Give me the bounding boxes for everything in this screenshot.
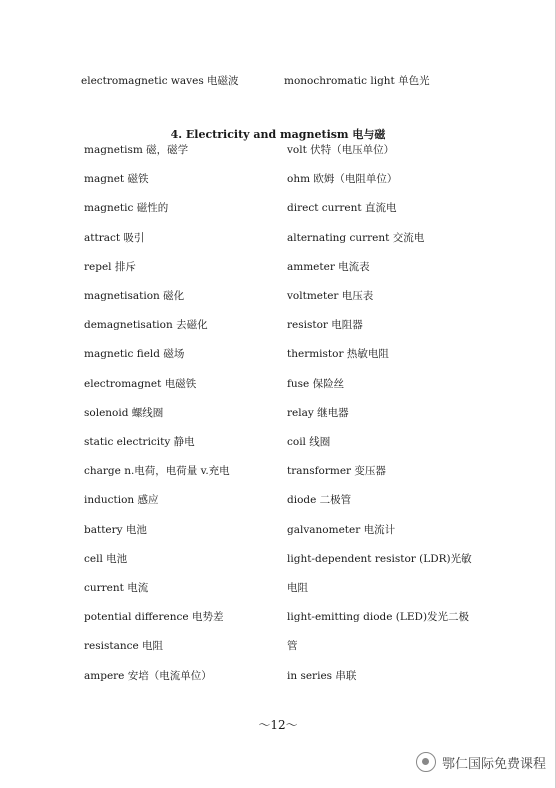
left-term: magnetism 磁，磁学 xyxy=(84,144,189,156)
left-term: magnetisation 磁化 xyxy=(84,290,185,302)
right-term: transformer 变压器 xyxy=(287,465,386,478)
left-term: electromagnet 电磁铁 xyxy=(84,377,197,390)
left-term: current 电流 xyxy=(84,582,149,594)
left-term: magnetic field 磁场 xyxy=(84,348,185,361)
right-term: 管 xyxy=(287,640,298,653)
left-term: cell 电池 xyxy=(84,552,128,565)
left-term: static electricity 静电 xyxy=(84,436,195,448)
left-term: attract 吸引 xyxy=(84,231,145,244)
watermark xyxy=(416,752,546,772)
right-term: voltmeter 电压表 xyxy=(287,290,374,302)
page-number: ～12～ xyxy=(258,718,298,732)
right-term: fuse 保险丝 xyxy=(287,377,345,390)
left-term: magnet 磁铁 xyxy=(84,173,149,186)
right-term: resistor 电阻器 xyxy=(287,319,363,332)
wechat-icon xyxy=(416,752,436,772)
right-term: direct current 直流电 xyxy=(287,202,397,215)
right-term: diode 二极管 xyxy=(287,494,352,507)
intro-term-left: electromagnetic waves 电磁波 xyxy=(81,75,239,87)
left-term: battery 电池 xyxy=(84,523,147,536)
left-term: solenoid 螺线圈 xyxy=(84,406,164,419)
right-term: alternating current 交流电 xyxy=(287,231,425,244)
right-term: 电阻 xyxy=(287,582,308,594)
right-term: light-emitting diode (LED)发光二极 xyxy=(287,611,470,624)
section-title: 4. Electricity and magnetism 电与磁 xyxy=(170,128,386,141)
left-term: ampere 安培（电流单位） xyxy=(84,669,212,682)
right-term: ammeter 电流表 xyxy=(287,260,370,273)
right-term: relay 继电器 xyxy=(287,406,349,419)
left-term: resistance 电阻 xyxy=(84,640,164,653)
left-term: repel 排斥 xyxy=(84,260,136,273)
right-term: light-dependent resistor (LDR)光敏 xyxy=(287,552,472,565)
left-term: magnetic 磁性的 xyxy=(84,202,169,215)
left-term: induction 感应 xyxy=(84,494,159,507)
right-term: galvanometer 电流计 xyxy=(287,523,396,536)
left-term: potential difference 电势差 xyxy=(84,611,224,624)
watermark-text: 鄂仁国际免费课程 xyxy=(441,756,546,772)
right-term: in series 串联 xyxy=(287,669,357,682)
intro-term-right: monochromatic light 单色光 xyxy=(284,75,430,87)
left-term: charge n.电荷，电荷量 v.充电 xyxy=(84,465,230,478)
right-term: thermistor 热敏电阻 xyxy=(287,348,389,361)
left-term: demagnetisation 去磁化 xyxy=(84,319,208,332)
right-term: coil 线圈 xyxy=(287,436,331,448)
right-term: ohm 欧姆（电阻单位） xyxy=(287,173,398,186)
right-term: volt 伏特（电压单位） xyxy=(287,144,395,156)
